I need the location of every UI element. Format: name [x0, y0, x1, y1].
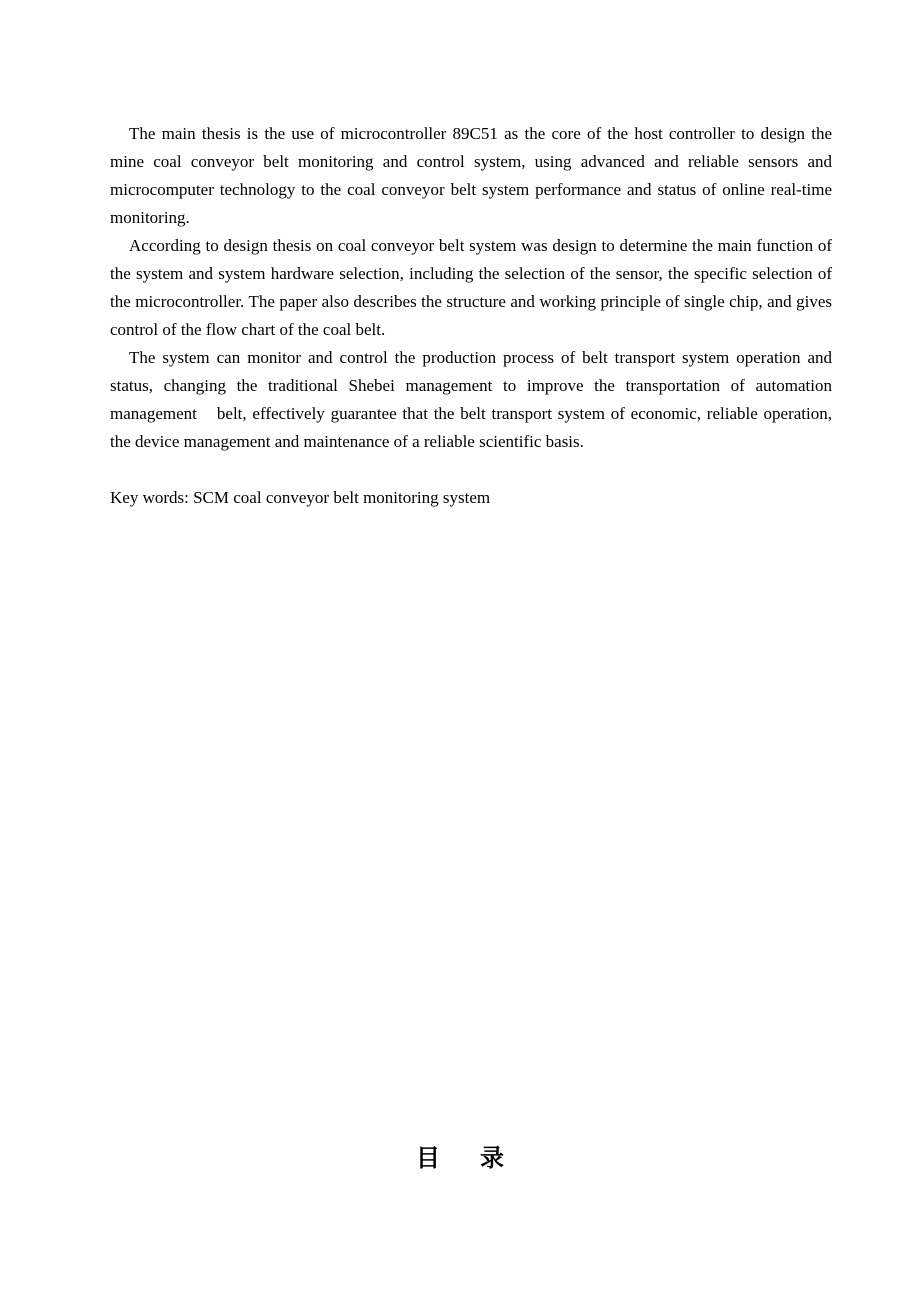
abstract-paragraph-1: The main thesis is the use of microcontroller 89C51 as the core of the host controller to design the mine coal conveyor belt monitoring and control system, using advanced and reliable sensors and microcomputer technology to the coal conveyor belt system performance and status of online real-time monitoring.	[110, 124, 832, 227]
table-of-contents-heading	[0, 1138, 920, 1173]
english-abstract	[110, 120, 832, 456]
abstract-keywords: Key words: SCM coal conveyor belt monitoring system	[110, 488, 491, 507]
abstract-paragraph-3: The system can monitor and control the production process of belt transport system operation and status, changing the traditional Shebei management to improve the transportation of automation management belt, effectively guarantee that the belt transport system of economic, reliable operation, the device management and maintenance of a reliable scientific basis.	[110, 348, 832, 451]
toc-heading-char-1: 目	[416, 1144, 440, 1172]
toc-heading-char-2: 录	[480, 1144, 504, 1172]
abstract-paragraph-2: According to design thesis on coal conveyor belt system was design to determine the main function of the system and system hardware selection, including the selection of the sensor, the specific selection of the microcontroller. The paper also describes the structure and working principle of single chip, and gives control of the flow chart of the coal belt.	[110, 236, 832, 339]
